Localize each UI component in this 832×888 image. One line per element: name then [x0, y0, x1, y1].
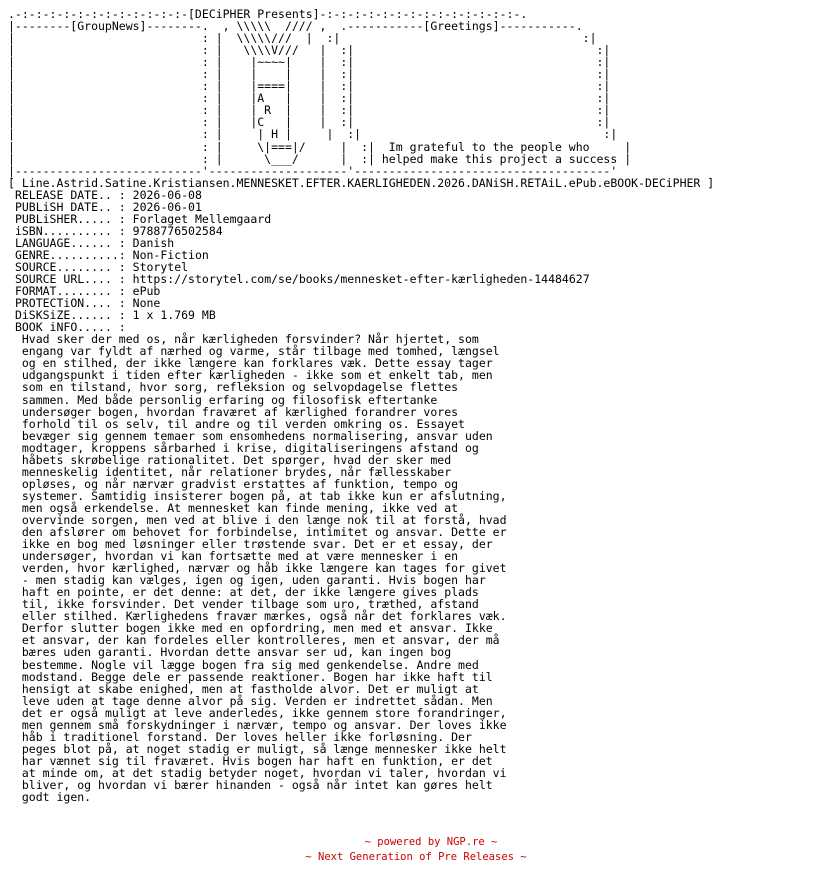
info-field-value: ePub	[132, 284, 161, 299]
description-text: verden, hvor kærlighed, nærvær og håb ikke længere kan tages for givet	[21, 561, 507, 576]
footer	[0, 835, 832, 865]
info-field-value: None	[132, 296, 161, 311]
info-field-label: PUBLiSHER..... :	[14, 211, 126, 226]
description-text: og en stilhed, der ikke længere kan forklares væk. Dette essay tager	[21, 356, 493, 371]
footer-tagline: ~ Next Generation of Pre Releases ~	[305, 851, 527, 863]
description-line	[8, 791, 714, 803]
info-field-value: Non-Fiction	[132, 247, 209, 262]
info-field-label: SOURCE........ :	[14, 259, 126, 274]
nfo-document	[8, 8, 714, 803]
description-text: til, ikke forsvinder. Det vender tilbage som uro, træthed, afstand	[21, 597, 479, 612]
description-text: peges blot på, at noget stadig er muligt, så længe mennesker ikke helt	[21, 741, 507, 756]
description-text: eller stilhed. Kærlighedens fravær mærkes, også når det forklares væk.	[21, 609, 507, 624]
info-field-label: BOOK iNFO..... :	[14, 320, 126, 335]
footer-powered-by: ~ powered by NGP.re ~	[364, 836, 498, 848]
info-field-label: LANGUAGE...... :	[14, 235, 126, 250]
description-text: leve uden at tage denne alvor på sig. Verden er indrettet sådan. Men	[21, 693, 493, 708]
header-line: | : | |C | | :| :|	[8, 115, 611, 130]
description-text: men også erkendelse. At mennesket kan finde mening, ikke ved at	[21, 500, 459, 515]
description-text: har vænnet sig til fraværet. Hvis bogen har haft en funktion, er det	[21, 753, 493, 768]
description-text: undersøger bogen, hvordan fraværet af kærlighed forandrer vores	[21, 404, 459, 419]
header-line: | : | | | | :| :|	[8, 67, 611, 82]
header-line: | : | |~~~~| | :| :|	[8, 55, 611, 70]
description-text: systemer. Samtidig insisterer bogen på, at tab ikke kun er afslutning,	[21, 488, 507, 503]
info-field-value: Danish	[132, 235, 175, 250]
description-text: som en tilstand, hvor sorg, refleksion og selvopdagelse flettes	[21, 380, 459, 395]
description-text: modstand. Begge dele er passende reaktioner. Bogen har ikke haft til	[21, 669, 493, 684]
header-line: | : | \\\\\/// | :| :|	[8, 31, 597, 46]
description-text: engang var fyldt af nærhed og varme, står tilbage med tomhed, længsel	[21, 344, 500, 359]
info-field-value: Storytel	[132, 259, 189, 274]
description-text: det er også muligt at leve anderledes, ikke gennem store forandringer,	[21, 705, 507, 720]
header-line: | : | \|===|/ | :| Im grateful to the people who |	[8, 139, 632, 154]
header-line: |---------------------------'--------------------'-------------------------------------'	[8, 163, 618, 178]
description-text: godt igen.	[21, 790, 92, 805]
release-name: [ Line.Astrid.Satine.Kristiansen.MENNESKET.EFTER.KAERLIGHEDEN.2026.DANiSH.RETAiL.ePub.eBOOK-DECiPHER ]	[8, 175, 715, 190]
description-text: Derfor slutter bogen ikke med en opfordring, men med et ansvar. Ikke	[21, 621, 493, 636]
description-text: håbets skrøbelige rationalitet. Det spørger, hvad der sker med	[21, 452, 452, 467]
description-text: bestemme. Nogle vil lægge bogen fra sig med genkendelse. Andre med	[21, 657, 479, 672]
info-field-label: RELEASE DATE.. :	[14, 187, 126, 202]
description-text: Hvad sker der med os, når kærligheden forsvinder? Når hjertet, som	[21, 332, 479, 347]
info-field-value: Forlaget Mellemgaard	[132, 211, 272, 226]
description-text: hensigt at skabe enighed, men at fastholde alvor. Det er muligt at	[21, 681, 479, 696]
info-field-label: iSBN.......... :	[14, 223, 126, 238]
header-line: .-:-:-:-:-:-:-:-:-:-:-:-:-[DECiPHER Presents]-:-:-:-:-:-:-:-:-:-:-:-:-:-:-.	[8, 7, 528, 21]
description-text: bæres uden garanti. Hvordan dette ansvar ser ud, kan ingen bog	[21, 645, 452, 660]
description-line	[8, 779, 714, 791]
description-text: sammen. Med både personlig erfaring og filosofisk eftertanke	[21, 392, 438, 407]
description-text: menneskelig identitet, når relationer brydes, når fællesskaber	[21, 464, 452, 479]
info-field-value: 1 x 1.769 MB	[132, 308, 216, 323]
header-line: |--------[GroupNews]--------. , \\\\\ //// , .-----------[Greetings]-----------.	[8, 19, 583, 34]
description-text: haft en pointe, er det denne: at det, der ikke længere gives plads	[21, 585, 479, 600]
description-text: udgangspunkt i tiden efter kærligheden - ikke som et enkelt tab, men	[21, 368, 493, 383]
info-field-value: 9788776502584	[132, 223, 223, 238]
header-line: | : | |====| | :| :|	[8, 79, 611, 94]
description-text: den afslører om behovet for forbindelse, intimitet og ansvar. Dette er	[21, 525, 507, 540]
header-line: | : | \\\\V/// | :| :|	[8, 43, 611, 58]
description-text: et ansvar, der kan fordeles eller kontrolleres, men et ansvar, der må	[21, 633, 500, 648]
description-text: bliver, og hvordan vi bærer hinanden - også når intet kan gøres helt	[21, 778, 493, 792]
info-field-label: SOURCE URL.... :	[14, 272, 126, 287]
description-text: undersøger, hvordan vi kan fortsætte med at være mennesker i en	[21, 549, 459, 564]
header-line: | : | | R | | :| :|	[8, 103, 611, 118]
description-text: modtager, kroppens sårbarhed i krise, digitaliseringens afstand og	[21, 440, 479, 455]
info-field-label: FORMAT........ :	[14, 284, 126, 299]
info-field-value: https://storytel.com/se/books/mennesket-efter-kærligheden-14484627	[132, 272, 590, 287]
description-text: at minde om, at det stadig betyder noget, hvordan vi taler, hvordan vi	[21, 765, 507, 780]
description-text: opløses, og når nærvær gradvist erstattes af funktion, tempo og	[21, 476, 459, 491]
info-field-label: PUBLiSH DATE.. :	[14, 199, 126, 214]
description-text: men gennem små forskydninger i nærvær, tempo og ansvar. Der loves ikke	[21, 717, 507, 732]
info-field-value: 2026-06-08	[132, 187, 202, 202]
info-field-label: PROTECTiON.... :	[14, 296, 126, 311]
info-fields	[8, 189, 714, 334]
header-line: | : | \___/ | :| helped make this project a success |	[8, 151, 632, 166]
info-field-label: GENRE..........:	[14, 247, 126, 262]
header-line: | : | |A | | :| :|	[8, 91, 611, 106]
info-field-label: DiSKSiZE...... :	[14, 308, 126, 323]
description-text: håb i traditionel forstand. Der loves heller ikke forløsning. Der	[21, 729, 472, 744]
description-text: ikke en bog med løsninger eller trøstende svar. Det er et essay, der	[21, 537, 493, 552]
info-field-value: 2026-06-01	[132, 199, 202, 214]
description-text: forhold til os selv, til andre og til verden omkring os. Essayet	[21, 416, 465, 431]
header-line: | : | | H | | :| :|	[8, 127, 618, 142]
description-text: - men stadig kan vælges, igen og igen, uden garanti. Hvis bogen har	[21, 573, 486, 588]
description-text: bevæger sig gennem temaer som ensomhedens normalisering, ansvar uden	[21, 428, 493, 443]
description-text: overvinde sorgen, men ved at blive i den længe nok til at forstå, hvad	[21, 512, 507, 527]
book-description	[8, 333, 714, 803]
